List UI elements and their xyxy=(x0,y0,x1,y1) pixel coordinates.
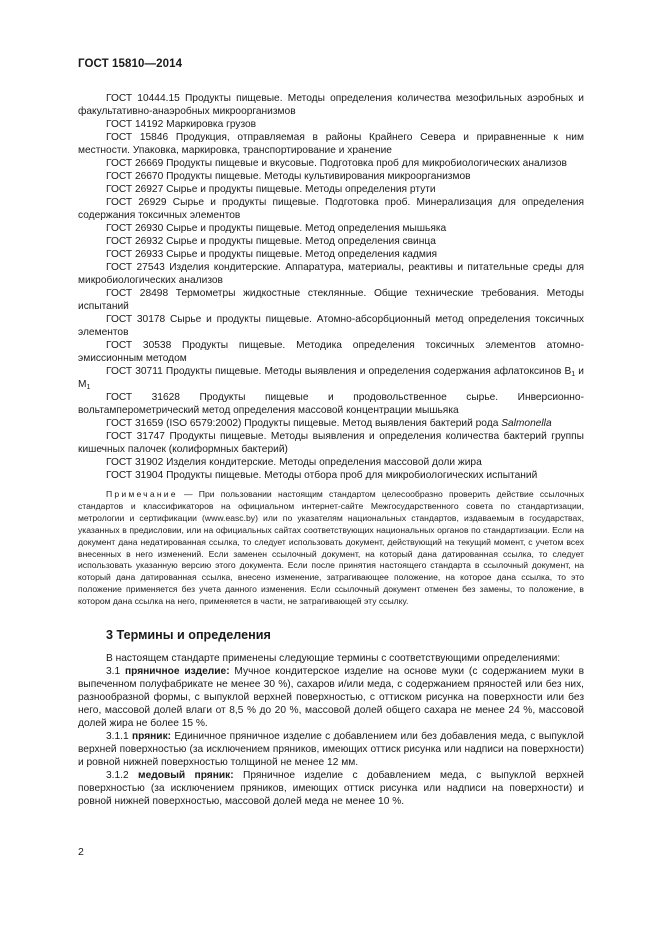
reference-item-aflatoxin xyxy=(78,365,584,391)
term-text: Мучное кондитерское изделие на основе муки (с содержанием муки в выпеченном полуфабрикате не менее 30 %), сахаров и/или меда, с содержанием пряностей или без них, разнообразной формы, с выпуклой верхней поверхностью, с оттиском рисунка на поверхности или без него, массовой долей влаги от 8,5 % до 20 %, массовой долей общего сахара не менее 24 %, массовой долей жира не более 15 %. xyxy=(78,666,584,730)
reference-item: ГОСТ 26932 Сырье и продукты пищевые. Метод определения свинца xyxy=(106,236,436,247)
reference-item: ГОСТ 26927 Сырье и продукты пищевые. Методы определения ртути xyxy=(106,184,436,195)
reference-item: ГОСТ 26930 Сырье и продукты пищевые. Метод определения мышьяка xyxy=(106,223,447,234)
subscript: 1 xyxy=(86,384,91,391)
reference-item: ГОСТ 30538 Продукты пищевые. Методика определения токсичных элементов атомно-эмиссионным методом xyxy=(78,340,584,364)
normative-references-list xyxy=(78,92,584,482)
reference-item: ГОСТ 27543 Изделия кондитерские. Аппаратура, материалы, реактивы и питательные среды для микробиологических анализов xyxy=(78,262,584,286)
note-label: Примечание xyxy=(106,489,178,499)
note-text: При пользовании настоящим стандартом целесообразно проверить действие ссылочных стандартов и классификаторов на официальном интернет-сайте Межгосударственного совета по стандартизации, метрологии и сертификации (www.easc.by) или по указателям национальных стандартов, издаваемым в государствах, указанных в предисловии, или на официальных сайтах соответствующих национальных органов по стандартизации. Если на документ дана недатированная ссылка, то следует использовать документ, действующий на текущий момент, с учетом всех внесенных в него изменений. Если заменен ссылочный документ, на который дана датированная ссылка, то следует использовать указанную версию этого документа. Если после принятия настоящего стандарта в ссылочный документ, на который дана датированная ссылка, внесено изменение, затрагивающее положение, на которое дана ссылка, то это положение применяется без учета данного изменения. Если ссылочный документ отменен без замены, то положение, в котором дана ссылка на него, применяется в части, не затрагивающей эту ссылку. xyxy=(78,489,584,607)
reference-item: ГОСТ 31902 Изделия кондитерские. Методы определения массовой доли жира xyxy=(106,457,482,468)
document-header: ГОСТ 15810—2014 xyxy=(78,58,183,70)
term-number: 3.1.1 xyxy=(106,731,132,743)
note-dash: — xyxy=(177,489,199,499)
term-definition xyxy=(78,769,584,808)
term-definition xyxy=(78,730,584,769)
document-body xyxy=(78,92,584,808)
reference-item: ГОСТ 10444.15 Продукты пищевые. Методы определения количества мезофильных аэробных и факультативно-анаэробных микроорганизмов xyxy=(78,93,584,117)
reference-text: ГОСТ 30711 Продукты пищевые. Методы выявления и определения содержания афлатоксинов B xyxy=(106,366,572,377)
reference-text: ГОСТ 31659 (ISO 6579:2002) Продукты пищевые. Метод выявления бактерий рода xyxy=(106,418,502,429)
reference-item: ГОСТ 31747 Продукты пищевые. Методы выявления и определения количества бактерий группы кишечных палочек (колиформных бактерий) xyxy=(78,431,584,455)
term-definition xyxy=(78,665,584,730)
reference-text: и M xyxy=(78,366,584,390)
page-number: 2 xyxy=(78,846,84,858)
note-paragraph xyxy=(78,489,584,608)
reference-item: ГОСТ 30178 Сырье и продукты пищевые. Атомно-абсорбционный метод определения токсичных элементов xyxy=(78,314,584,338)
term-text: Единичное пряничное изделие с добавлением или без добавления меда, с выпуклой верхней поверхностью (за исключением пряников, имеющих оттиск рисунка или надписи на поверхности) и ровной нижней поверхностью толщиной не менее 12 мм. xyxy=(78,731,584,769)
term-name: пряник: xyxy=(131,731,172,743)
reference-item: ГОСТ 31628 Продукты пищевые и продовольственное сырье. Инверсионно-вольтамперометрический метод определения массовой концентрации мышьяка xyxy=(78,392,584,416)
term-name: медовый пряник: xyxy=(138,770,234,782)
reference-item: ГОСТ 14192 Маркировка грузов xyxy=(106,119,257,130)
section-title: 3 Термины и определения xyxy=(106,628,271,643)
term-number: 3.1 xyxy=(106,666,125,678)
reference-item: ГОСТ 31904 Продукты пищевые. Методы отбора проб для микробиологических испытаний xyxy=(106,470,538,481)
reference-item-salmonella xyxy=(78,417,584,430)
reference-item: ГОСТ 28498 Термометры жидкостные стеклянные. Общие технические требования. Методы испытаний xyxy=(78,288,584,312)
reference-item: ГОСТ 26669 Продукты пищевые и вкусовые. Подготовка проб для микробиологических анализов xyxy=(106,158,567,169)
term-text: Пряничное изделие с добавлением меда, с выпуклой верхней поверхностью (за исключением пряников, имеющих оттиск рисунка или надписи на поверхности) и ровной нижней поверхностью, массовой долей меда не менее 10 %. xyxy=(78,770,584,808)
reference-italic: Salmonella xyxy=(501,418,552,429)
reference-item: ГОСТ 15846 Продукция, отправляемая в районы Крайнего Севера и приравненные к ним местности. Упаковка, маркировка, транспортирование и хранение xyxy=(78,132,584,156)
reference-item: ГОСТ 26670 Продукты пищевые. Методы культивирования микроорганизмов xyxy=(106,171,471,182)
term-name: пряничное изделие: xyxy=(124,666,230,678)
section-intro: В настоящем стандарте применены следующие термины с соответствующими определениями: xyxy=(106,653,561,665)
term-number: 3.1.2 xyxy=(106,770,139,782)
reference-item: ГОСТ 26933 Сырье и продукты пищевые. Метод определения кадмия xyxy=(106,249,438,260)
reference-item: ГОСТ 26929 Сырье и продукты пищевые. Подготовка проб. Минерализация для определения содержания токсичных элементов xyxy=(78,197,584,221)
subscript: 1 xyxy=(571,371,576,378)
